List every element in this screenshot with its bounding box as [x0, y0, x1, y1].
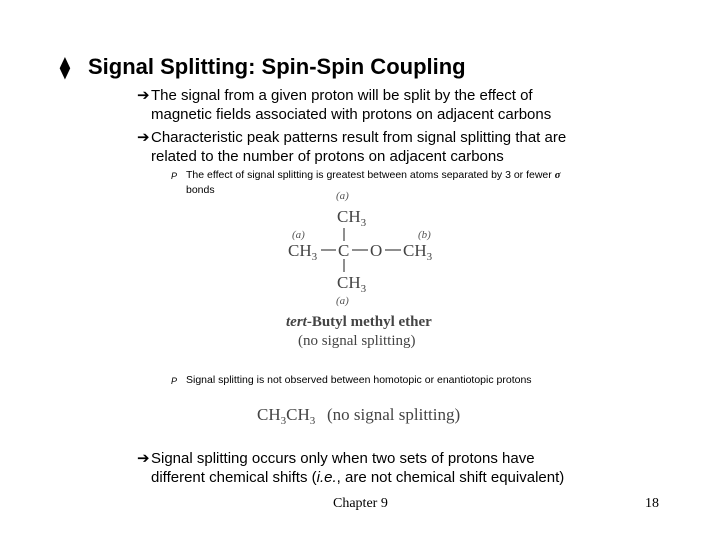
compound-name: tert-Butyl methyl ether [286, 314, 432, 330]
bullet-2-line-2: related to the number of protons on adjacent carbons [151, 148, 504, 165]
sub-bullet-1-line-2: bonds [186, 184, 215, 196]
sub-bullet-2 [171, 373, 532, 387]
bullet-1-line-1: The signal from a given proton will be split by the effect of [151, 87, 533, 104]
diamond-bullet-icon: ⧫ [60, 57, 70, 79]
central-carbon: C [338, 241, 350, 260]
slide-title-text: Signal Splitting: Spin-Spin Coupling [88, 54, 466, 79]
sub-bullet-marker-icon: P [171, 171, 178, 181]
svg-text:CH3CH3: $CH_3CH_3$ [257, 405, 316, 427]
arrow-bullet-icon: ➔ [137, 450, 150, 467]
label-a-bottom: (a) [336, 295, 349, 307]
bullet-3-line-2: different chemical shifts (i.e., are not chemical shift equivalent) [151, 469, 565, 486]
label-a-left: (a) [292, 229, 305, 241]
sub-bullet-marker-icon: P [171, 376, 178, 386]
footer-chapter: Chapter 9 [333, 496, 388, 511]
sub-bullet-2-text: Signal splitting is not observed between homotopic or enantiotopic protons [186, 374, 532, 386]
compound-note: (no signal splitting) [298, 333, 416, 349]
sub-bullet-1-line-1: The effect of signal splitting is greatest between atoms separated by 3 or fewer [186, 169, 552, 181]
tert-butyl-methyl-ether-structure [280, 188, 450, 356]
ch3-bottom: $CH_3$ [337, 273, 367, 295]
slide-title [60, 54, 466, 80]
arrow-bullet-icon: ➔ [137, 129, 150, 146]
bullet-2 [137, 128, 566, 166]
bullet-2-line-1: Characteristic peak patterns result from signal splitting that are [151, 129, 567, 146]
bullet-1 [137, 86, 551, 124]
ethane-note: (no signal splitting) [327, 405, 461, 424]
sigma-symbol: σ [554, 170, 561, 181]
bullet-3-line-1: Signal splitting occurs only when two sets of protons have [151, 450, 535, 467]
page-number: 18 [645, 496, 659, 511]
bullet-1-line-2: magnetic fields associated with protons on adjacent carbons [151, 106, 552, 123]
ch3-right: $CH_3$ [403, 241, 433, 263]
label-b-right: (b) [418, 229, 431, 241]
label-a-top: (a) [336, 190, 349, 202]
ethane-formula [255, 400, 470, 430]
arrow-bullet-icon: ➔ [137, 87, 150, 104]
ch3-left: $CH_3$ [288, 241, 318, 263]
oxygen: O [370, 241, 383, 260]
bullet-3 [137, 449, 564, 487]
ch3-top: $CH_3$ [337, 207, 367, 229]
